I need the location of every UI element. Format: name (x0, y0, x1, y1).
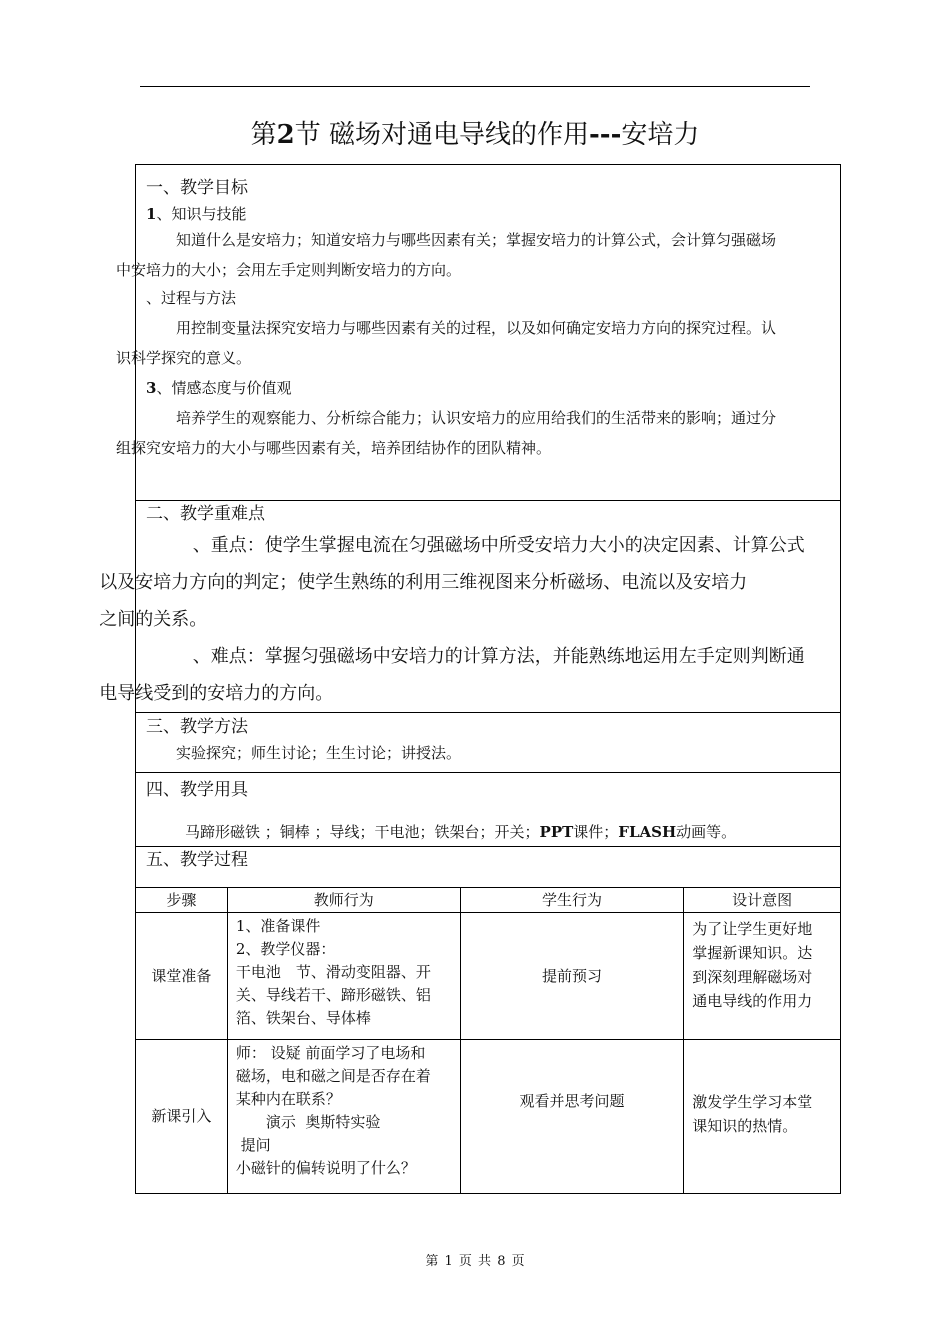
page-footer: 第 1 页 共 8 页 (425, 1254, 525, 1269)
tools-text: 马蹄形磁铁 ；铜棒 ；导线；干电池；铁架台；开关；PPT课件；FLASH动画等。 (185, 823, 737, 841)
section-tools (135, 772, 841, 846)
para-knowledge: 知道什么是安培力；知道安培力与哪些因素有关；掌握安培力的计算公式，会计算匀强磁场 中安培力的大小；会用左手定则判断安培力的方向。 (116, 231, 777, 279)
header-intent: 设计意图 (684, 888, 841, 913)
section-method (135, 712, 841, 772)
header-rule (140, 86, 810, 87)
section-key-difficult (99, 500, 841, 712)
row-teacher: 师： 设疑 前面学习了电场和 磁场，电和磁之间是否存在着 某种内在联系？ 演示 奥斯特实验 提问 小磁针的偏转说明了什么？ (227, 1040, 460, 1194)
page-title: 第2节 磁场对通电导线的作用---安培力 (250, 120, 700, 150)
row-student: 观看并思考问题 (460, 1040, 684, 1194)
row-step: 课堂准备 (136, 913, 228, 1040)
sub-attitude-values: 3、情感态度与价值观 (146, 379, 292, 397)
process-heading: 五、教学过程 (146, 850, 248, 870)
row-intent: 激发学生学习本堂 课知识的热情。 (684, 1040, 841, 1194)
row-teacher: 1、准备课件 2、教学仪器： 干电池 节、滑动变阻器、开 关、导线若干、蹄形磁铁、铝 箔、铁架台、导体棒 (227, 913, 460, 1040)
table-header-row (136, 888, 841, 913)
section-objectives (116, 164, 841, 500)
table-row (136, 1040, 841, 1194)
key-difficult-heading: 二、教学重难点 (146, 504, 265, 524)
method-heading: 三、教学方法 (146, 717, 248, 737)
row-intent: 为了让学生更好地 掌握新课知识。达 到深刻理解磁场对 通电导线的作用力 (684, 913, 841, 1040)
para-process: 用控制变量法探究安培力与哪些因素有关的过程，以及如何确定安培力方向的探究过程。认 识科学探究的意义。 (116, 319, 777, 367)
sub-process-method: 、过程与方法 (146, 289, 237, 307)
para-key-point: 、重点：使学生掌握电流在匀强磁场中所受安培力大小的决定因素、计算公式 以及安培力方向的判定；使学生熟练的利用三维视图来分析磁场、电流以及安培力 之间的关系。 (99, 535, 805, 630)
objectives-heading: 一、教学目标 (146, 178, 248, 198)
process-table (135, 887, 841, 1194)
sub-knowledge-skills: 1、知识与技能 (146, 205, 247, 223)
row-step: 新课引入 (136, 1040, 228, 1194)
tools-heading: 四、教学用具 (146, 780, 248, 800)
method-text: 实验探究；师生讨论；生生讨论；讲授法。 (176, 744, 462, 762)
para-attitude: 培养学生的观察能力、分析综合能力；认识安培力的应用给我们的生活带来的影响；通过分 组探究安培力的大小与哪些因素有关，培养团结协作的团队精神。 (116, 409, 777, 457)
header-student: 学生行为 (460, 888, 684, 913)
table-row (136, 913, 841, 1040)
para-difficult-point: 、难点：掌握匀强磁场中安培力的计算方法，并能熟练地运用左手定则判断通 电导线受到的安培力的方向。 (99, 646, 805, 704)
header-step: 步骤 (136, 888, 228, 913)
section-process (135, 846, 841, 887)
header-teacher: 教师行为 (227, 888, 460, 913)
row-student: 提前预习 (460, 913, 684, 1040)
